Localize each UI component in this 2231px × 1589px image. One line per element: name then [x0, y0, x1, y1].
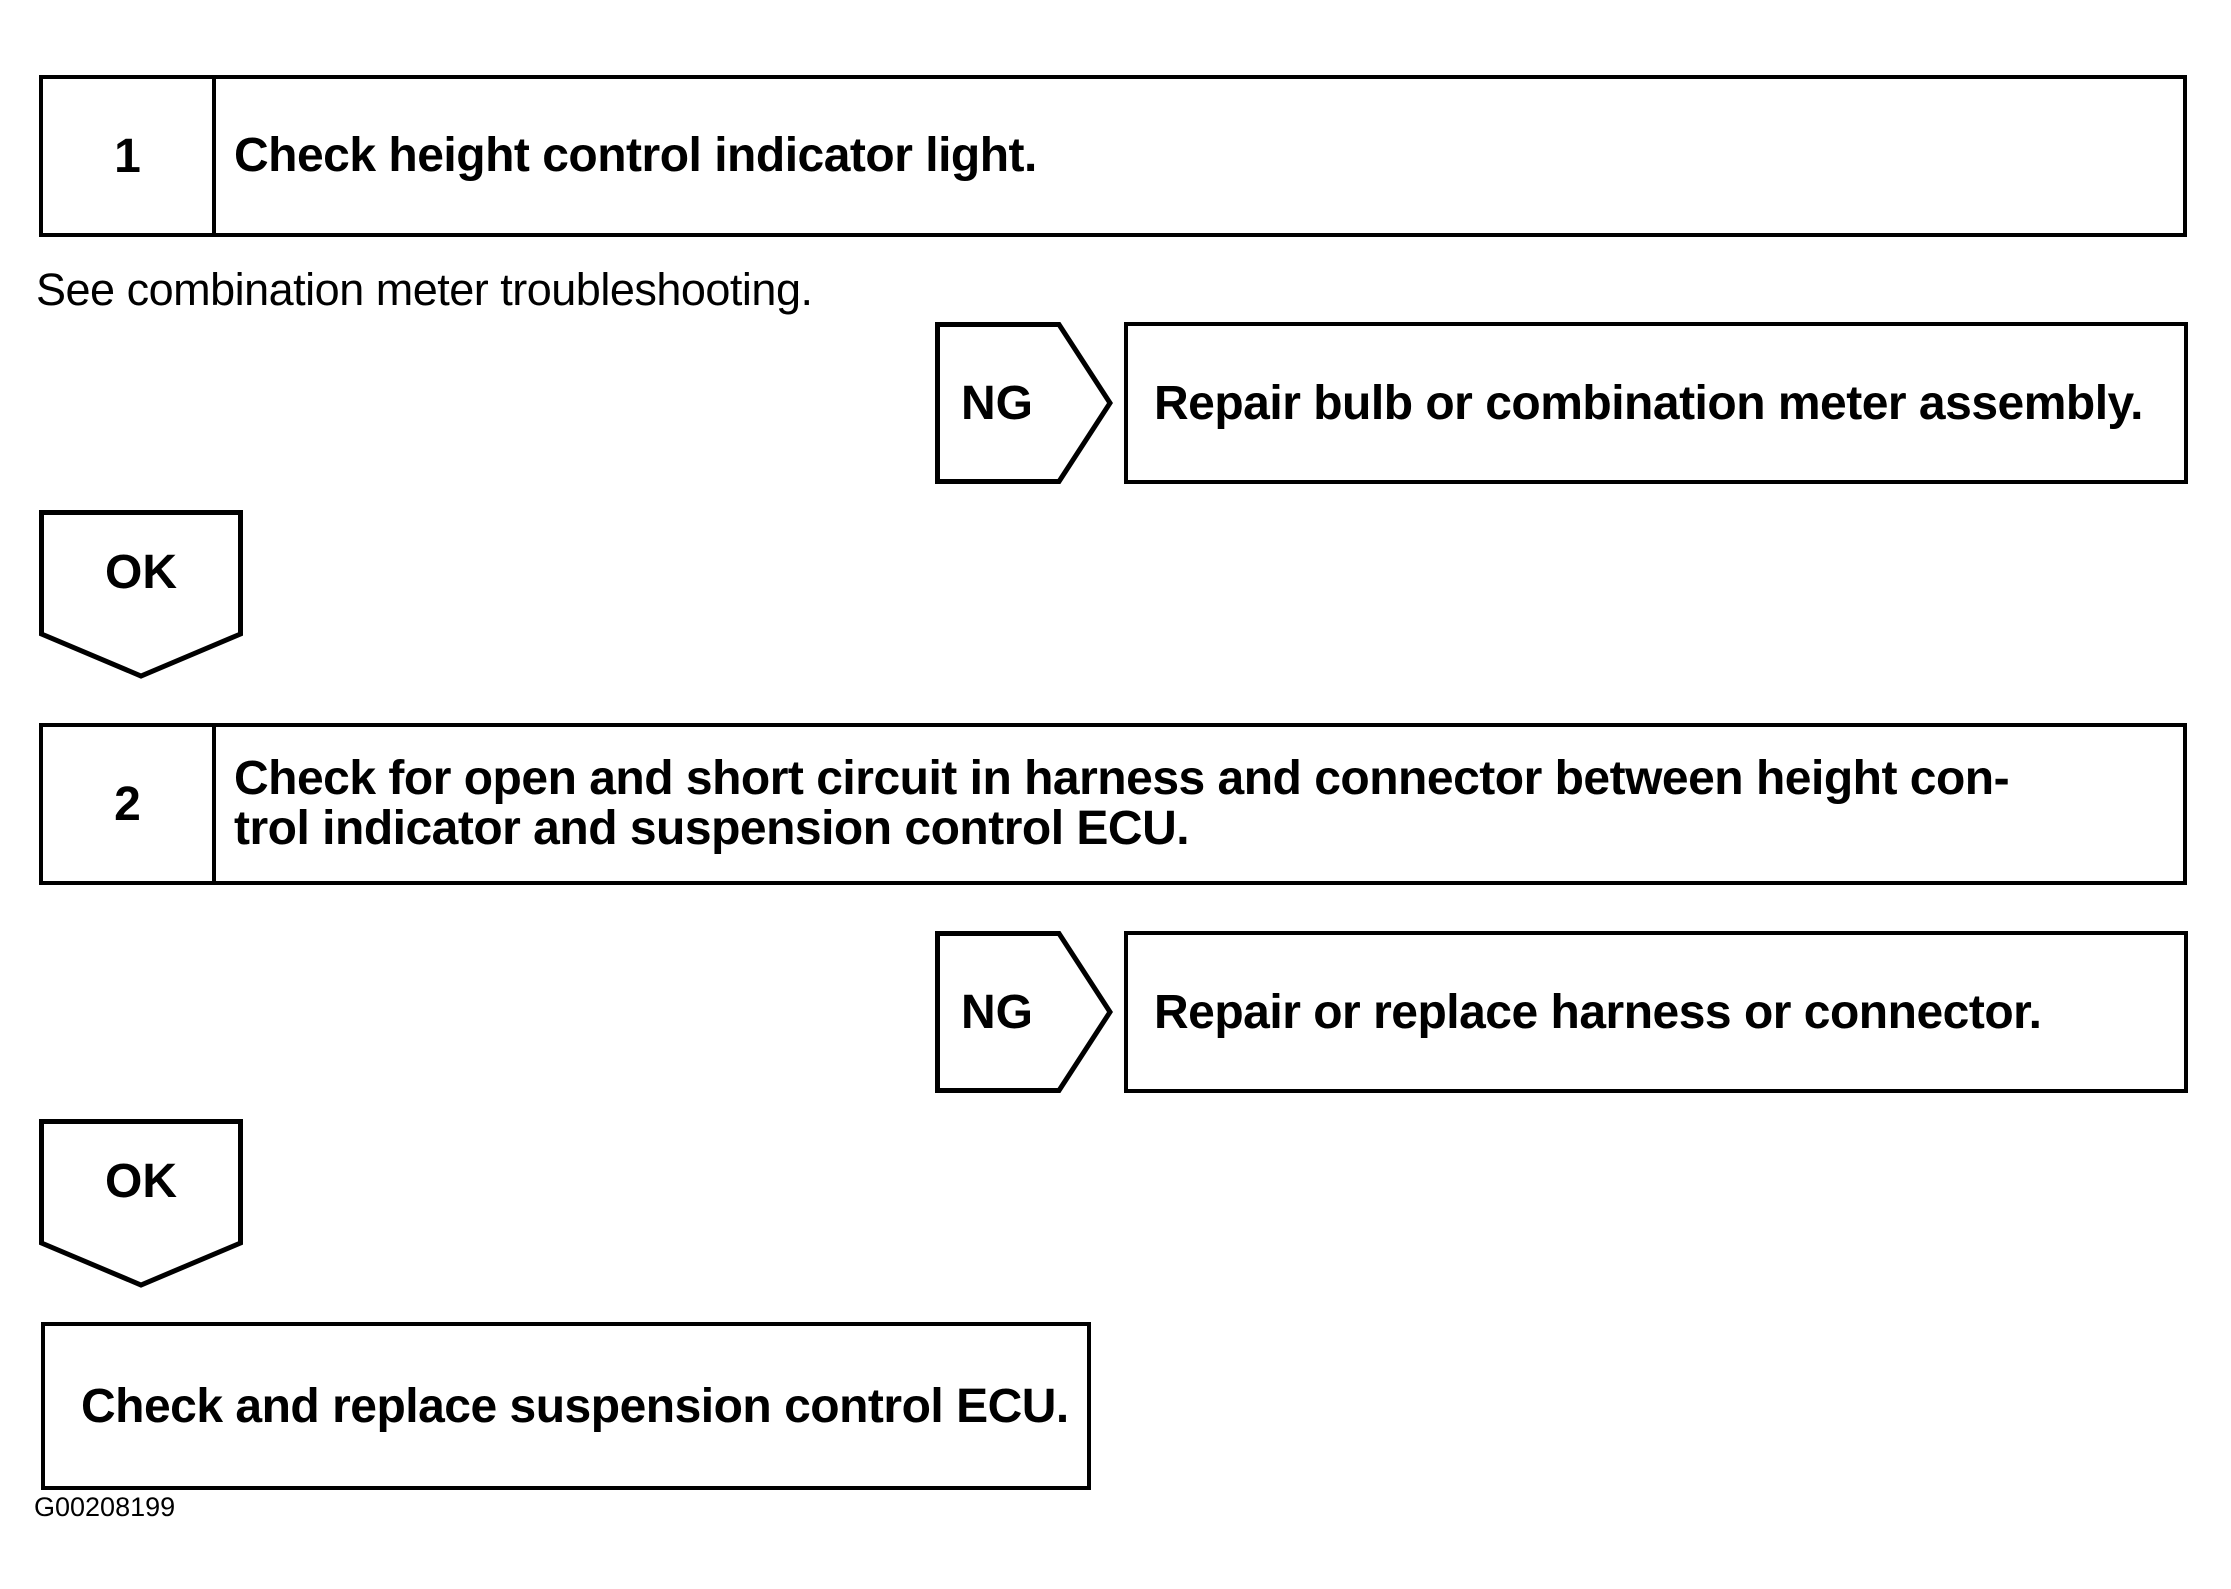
step-2-number-cell	[43, 727, 216, 881]
step-1-number-cell	[43, 79, 216, 233]
ng-arrow-shape	[935, 931, 1113, 1093]
ng-action-text-1: Repair bulb or combination meter assembly.	[1154, 376, 2144, 430]
ok-label: OK	[105, 1154, 177, 1208]
step-2-instruction-line2: trol indicator and suspension control ECU.	[234, 802, 1190, 855]
final-action-box	[41, 1322, 1091, 1490]
step-1-instruction: Check height control indicator light.	[234, 129, 1037, 182]
final-action-text: Check and replace suspension control ECU.	[81, 1379, 1069, 1433]
ng-label: NG	[961, 376, 1033, 430]
step-1-box	[39, 75, 2187, 237]
step-2-instruction-cell	[216, 727, 2183, 881]
step-1-note: See combination meter troubleshooting.	[36, 264, 813, 315]
step-1-number: 1	[114, 129, 141, 183]
step-2-box	[39, 723, 2187, 885]
step-1-instruction-cell	[216, 79, 2183, 233]
ok-arrow-shape	[39, 510, 243, 680]
figure-id: G00208199	[34, 1492, 176, 1522]
ng-action-box-2	[1124, 931, 2188, 1093]
ok-arrow-shape	[39, 1119, 243, 1289]
ng-label: NG	[961, 985, 1033, 1039]
ng-arrow-shape	[935, 322, 1113, 484]
step-2-number: 2	[114, 777, 141, 831]
ng-action-text-2: Repair or replace harness or connector.	[1154, 985, 2042, 1039]
step-2-instruction-line1: Check for open and short circuit in harness and connector between height con-	[234, 752, 2010, 805]
ng-action-box-1	[1124, 322, 2188, 484]
ok-label: OK	[105, 545, 177, 599]
